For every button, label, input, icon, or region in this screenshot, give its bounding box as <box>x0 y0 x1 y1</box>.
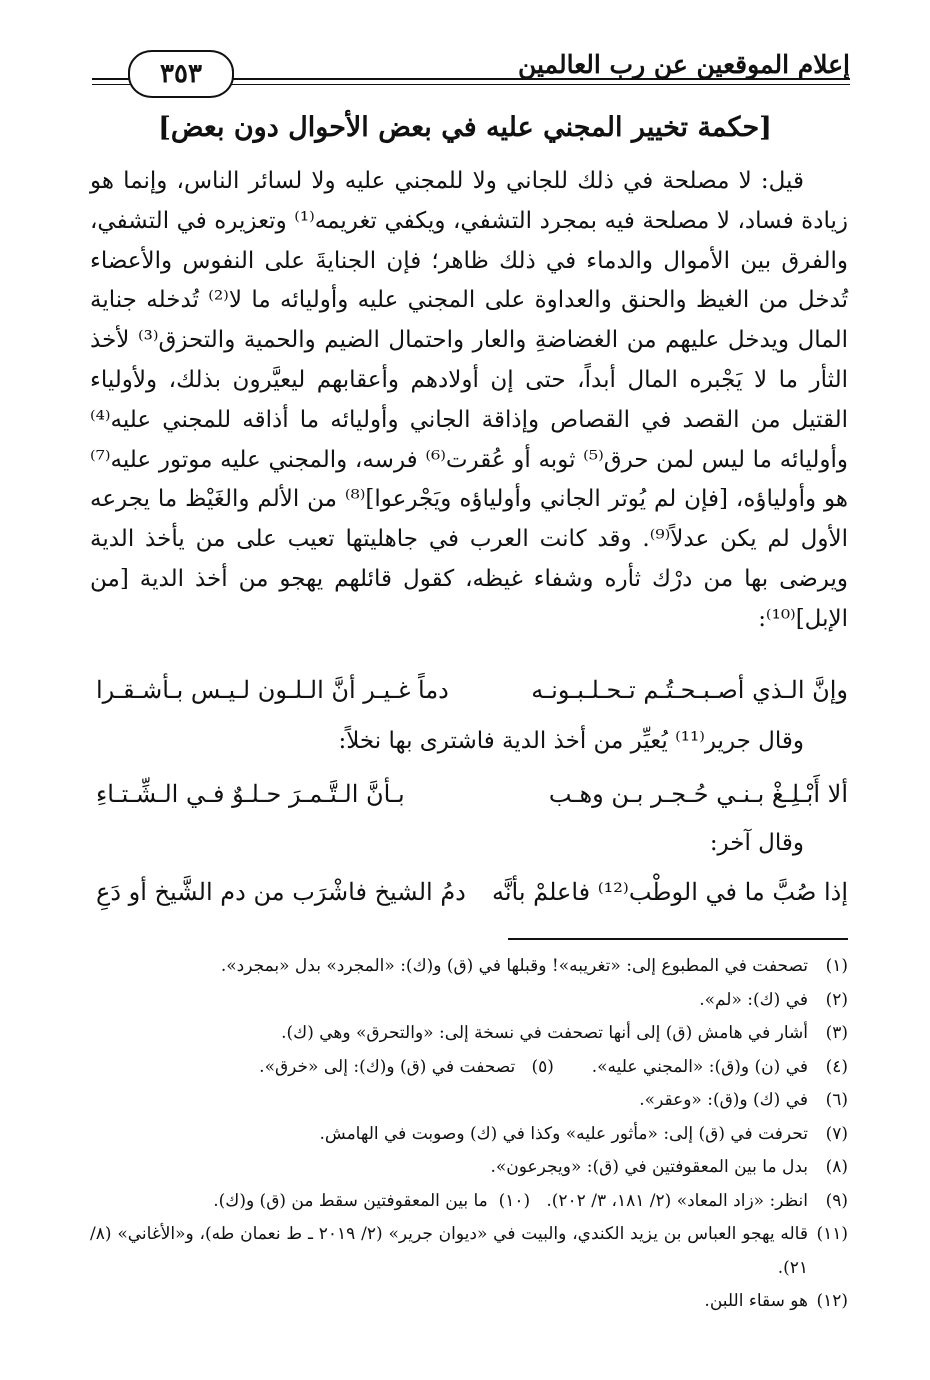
footnote-number: (٧) <box>825 1123 848 1144</box>
footnote-number: (٦) <box>825 1090 848 1110</box>
footnote-text: أشار في هامش (ق) إلى أنها تصحفت في نسخة إلى: «والتحرق» وهي (ك). <box>281 1023 808 1043</box>
verse-first-hemistich: وإنَّ الـذي أصـبـحـتُـم تـحـلـبـونـه <box>531 676 848 704</box>
footnote-number: (٤) <box>825 1056 848 1077</box>
footnote-number: (٢) <box>825 989 848 1010</box>
footnote-text: انظر: «زاد المعاد» (٢/ ١٨١، ٣/ ٢٠٢). (١٠) ما بين المعقوفتين سقط من (ق) و(ك). <box>213 1190 808 1211</box>
footnote-separator <box>508 938 848 940</box>
footnote-text: بدل ما بين المعقوفتين في (ق): «ويجرعون». <box>490 1157 808 1177</box>
footnote-number: (١١) <box>816 1224 848 1244</box>
footnote <box>90 1218 848 1285</box>
footnote <box>90 1051 848 1085</box>
footnote-text: في (ك): «لم». <box>699 989 808 1010</box>
footnote-text: في (ك) و(ق): «وعقر». <box>639 1090 808 1110</box>
paragraph: قيل: لا مصلحة في ذلك للجاني ولا للمجني عليه ولا لسائر الناس، وإنما هو زيادة فساد، لا مصلحة فيه بمجرد التشفي، ويكفي تغريمه⁽¹⁾ وتعزيره في التشفي، والفرق بين الأموال والدماء في ذلك ظاهر؛ فإن الجنايةَ على النفوس والأعضاء تُدخل من الغيظ والحنق والعداوة على المجني عليه وأوليائه ما لا⁽²⁾ تُدخله جناية المال ويدخل عليهم من الغضاضةِ والعار واحتمال الضيم والحمية والتحزق⁽³⁾ لأخذ الثأر ما لا يَجْبره المال أبداً، حتى إن أولادهم وأعقابهم ليعيَّرون بذلك، ولأولياء القتيل من القصد في القصاص وإذاقة الجاني وأوليائه ما أذاقه للمجني عليه⁽⁴⁾ وأوليائه ما ليس لمن حرق⁽⁵⁾ ثوبه أو عُقرت⁽⁶⁾ فرسه، والمجني عليه موتور عليه⁽⁷⁾ هو وأولياؤه، [فإن لم يُوتر الجاني وأولياؤه ويَجْرعوا]⁽⁸⁾ من الألم والغَيْظ ما يجرعه الأول لم يكن عدلاً⁽⁹⁾. وقد كانت العرب في جاهليتها تعيب على من يأخذ الدية ويرضى بها من درْك ثأره وشفاء غيظه، كقول قائلهم يهجو من أخذ الدية [من الإبل]⁽¹⁰⁾: <box>90 168 848 632</box>
footnote <box>90 984 848 1018</box>
verse-intro: وقال آخر: <box>709 830 804 856</box>
verse-intro: وقال جرير⁽¹¹⁾ يُعيِّر من أخذ الدية فاشترى بها نخلاً: <box>338 728 804 754</box>
main-text <box>90 162 848 640</box>
footnote-number: (١٢) <box>816 1291 848 1311</box>
footnote <box>90 1017 848 1051</box>
section-title: [حكمة تخيير المجني عليه في بعض الأحوال دون بعض] <box>158 112 772 143</box>
verse-second-hemistich: دماً غـيـر أنَّ الـلـون لـيـس بـأشـقـرا <box>96 676 449 704</box>
verse-second-hemistich: دمُ الشيخ فاشْرَب من دم الشَّيخ أو دَعِ <box>96 878 466 906</box>
footnote-number: (٩) <box>825 1190 848 1211</box>
footnote <box>90 1084 848 1118</box>
verse-first-hemistich: إذا صُبَّ ما في الوطْب⁽¹²⁾ فاعلمْ بأنَّه <box>491 878 848 906</box>
footnote-number: (٨) <box>825 1157 848 1177</box>
verse-second-hemistich: بـأنَّ الـتَّـمـرَ حـلـوٌ فـي الـشِّـتـاءِ <box>96 780 405 808</box>
page-header <box>92 42 850 98</box>
verse-first-hemistich: ألا أَبْـلِـغْ بـنـي حُـجـر بـن وهـب <box>548 780 848 808</box>
footnote-number: (١) <box>825 956 848 976</box>
footnote <box>90 1118 848 1152</box>
footnote-number: (٣) <box>825 1023 848 1043</box>
running-title: إعلام الموقعين عن رب العالمين <box>517 50 850 79</box>
footnote-text: تحرفت في (ق) إلى: «مأثور عليه» وكذا في (ك) وصوبت في الهامش. <box>319 1123 808 1144</box>
verse-line <box>96 878 848 918</box>
footnote-text: تصحفت في المطبوع إلى: «تغريبه»! وقبلها في (ق) و(ك): «المجرد» بدل «بمجرد». <box>220 956 808 976</box>
footnote <box>90 950 848 984</box>
footnote <box>90 1151 848 1185</box>
footnote <box>90 1185 848 1219</box>
footnotes <box>90 950 848 1319</box>
footnote-text: قاله يهجو العباس بن يزيد الكندي، والبيت في «ديوان جرير» (٢/ ٢٠١٩ ـ ط نعمان طه)، و«الأغاني» (٨/ ٢١). <box>90 1224 808 1278</box>
verse-line <box>96 676 848 716</box>
footnote <box>90 1285 848 1319</box>
page-number: ٣٥٣ <box>128 50 234 98</box>
footnote-text: هو سقاء اللبن. <box>704 1291 808 1311</box>
verse-line <box>96 780 848 820</box>
footnote-text: في (ن) و(ق): «المجني عليه». (٥) تصحفت في (ق) و(ك): إلى «خرق». <box>259 1056 808 1077</box>
